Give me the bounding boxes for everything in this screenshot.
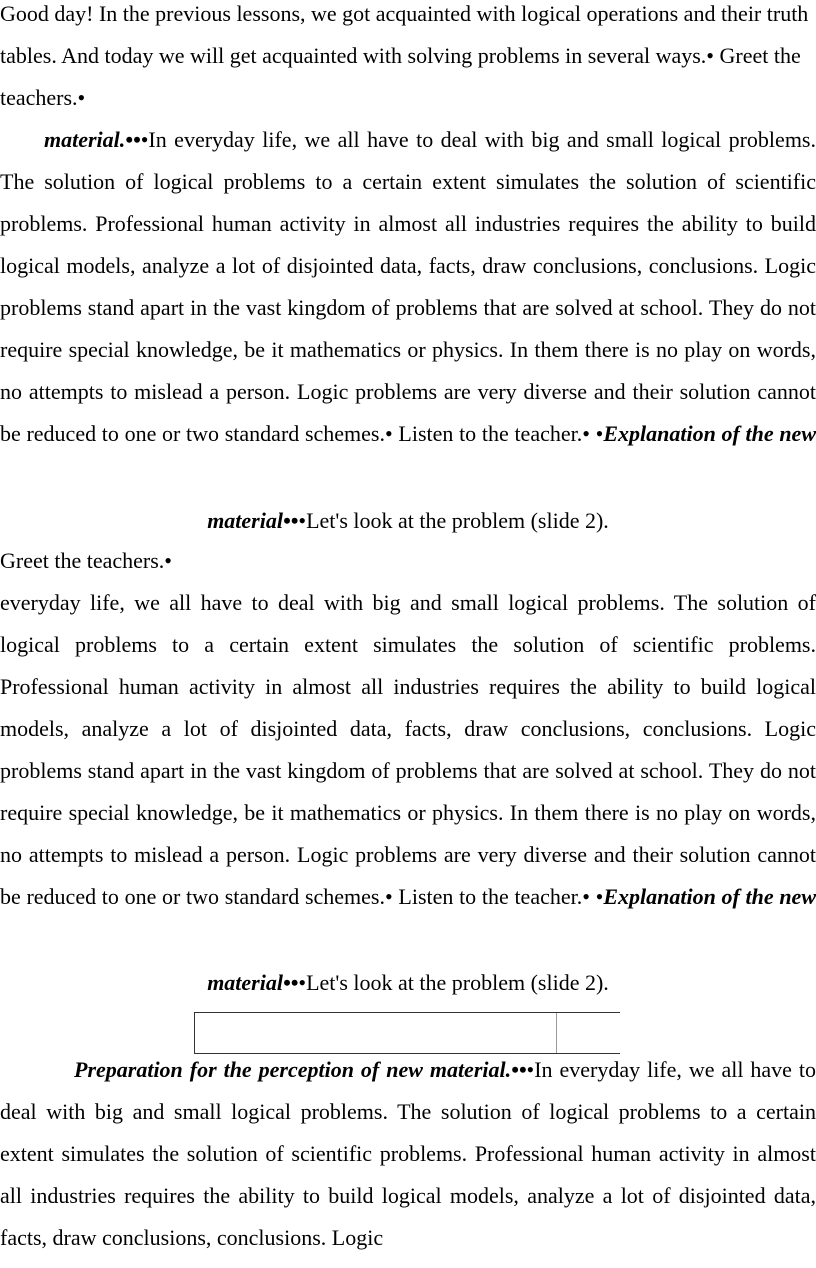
slide-reference-line-2 bbox=[0, 962, 816, 1004]
intro-text: Good day! In the previous lessons, we got acquainted with logical operations and their truth tables. And today we will get acquainted with solving problems in several ways.• Greet the teachers.• bbox=[0, 1, 809, 110]
empty-table-fragment bbox=[194, 1012, 620, 1054]
material-label-3: material•• bbox=[207, 970, 299, 995]
explanation-label: Explanation of the new bbox=[603, 421, 816, 446]
intro-paragraph bbox=[0, 0, 816, 119]
material-label-2: material•• bbox=[207, 508, 299, 533]
table-divider bbox=[556, 1013, 557, 1053]
preparation-paragraph bbox=[0, 1049, 816, 1259]
material-text: •In everyday life, we all have to deal with big and small logical problems. The solution of logical problems to a certain extent simulates the solution of scientific problems. Professional human activity in almost all industries requires the ability to build logical models, analyze a lot of disjointed data, facts, draw conclusions, conclusions. Logic problems stand apart in the vast kingdom of problems that are solved at school. They do not require special knowledge, be it mathematics or physics. In them there is no play on words, no attempts to mislead a person. Logic problems are very diverse and their solution cannot be reduced to one or two standard schemes.• Listen to the teacher.• • bbox=[0, 127, 816, 446]
greet-text: Greet the teachers.• bbox=[0, 548, 172, 573]
explanation-label-2: Explanation of the new bbox=[603, 884, 816, 909]
material-label: material.•• bbox=[44, 127, 141, 152]
slide-reference-line bbox=[0, 500, 816, 542]
greet-line bbox=[0, 540, 816, 582]
everyday-paragraph bbox=[0, 582, 816, 918]
material-paragraph bbox=[0, 119, 816, 455]
preparation-text: •In everyday life, we all have to deal with big and small logical problems. The solution of logical problems to a certain extent simulates the solution of scientific problems. Professional human activity in almost all industries requires the ability to build logical models, analyze a lot of disjointed data, facts, draw conclusions, conclusions. Logic bbox=[0, 1057, 816, 1250]
slide-reference-text-2: •Let's look at the problem (slide 2). bbox=[298, 970, 609, 995]
slide-reference-text: •Let's look at the problem (slide 2). bbox=[298, 508, 609, 533]
everyday-text: everyday life, we all have to deal with big and small logical problems. The solution of logical problems to a certain extent simulates the solution of scientific problems. Professional human activity in almost all industries requires the ability to build logical models, analyze a lot of disjointed data, facts, draw conclusions, conclusions. Logic problems stand apart in the vast kingdom of problems that are solved at school. They do not require special knowledge, be it mathematics or physics. In them there is no play on words, no attempts to mislead a person. Logic problems are very diverse and their solution cannot be reduced to one or two standard schemes.• Listen to the teacher.• • bbox=[0, 590, 816, 909]
preparation-label: Preparation for the perception of new material.•• bbox=[74, 1057, 527, 1082]
